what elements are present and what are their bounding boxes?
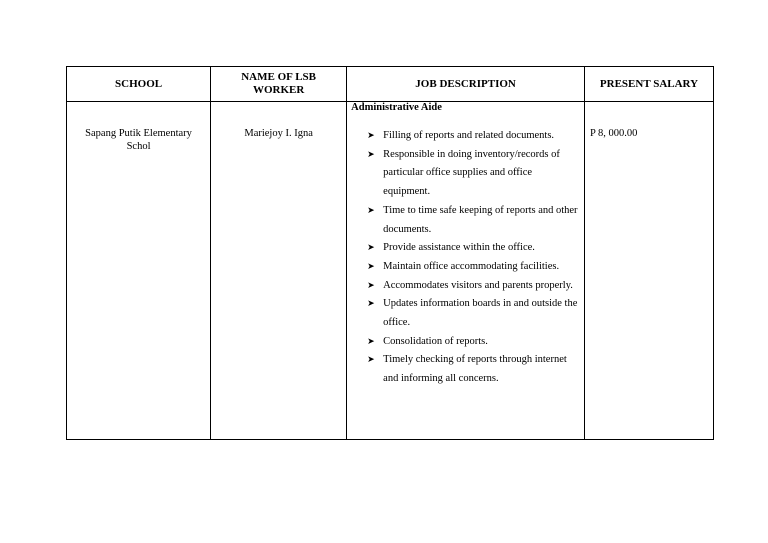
duty-text: Provide assistance within the office. — [383, 242, 535, 254]
duty-text: Timely checking of reports through internet and informing all concerns. — [383, 354, 567, 385]
arrow-bullet-icon: ➤ — [367, 355, 375, 366]
cell-worker-name: Mariejoy I. Igna — [211, 102, 347, 440]
duty-text: Time to time safe keeping of reports and other documents. — [383, 204, 578, 235]
list-item — [347, 239, 580, 258]
duties-list — [347, 127, 584, 389]
cell-present-salary: P 8, 000.00 — [584, 102, 713, 440]
school-name: Sapang Putik Elementary Schol — [85, 128, 192, 152]
header-lsb-worker-name-text: NAME OF LSB WORKER — [241, 71, 316, 96]
cell-school — [67, 102, 211, 440]
arrow-bullet-icon: ➤ — [367, 149, 375, 160]
duty-text: Filling of reports and related documents. — [383, 130, 555, 141]
list-item — [347, 277, 580, 296]
header-present-salary: PRESENT SALARY — [584, 67, 713, 102]
arrow-bullet-icon: ➤ — [367, 299, 375, 310]
list-item — [347, 333, 580, 352]
arrow-bullet-icon: ➤ — [367, 243, 375, 254]
list-item — [347, 146, 580, 202]
arrow-bullet-icon: ➤ — [367, 280, 375, 291]
arrow-bullet-icon: ➤ — [367, 205, 375, 216]
list-item — [347, 258, 580, 277]
list-item — [347, 127, 580, 146]
duty-text: Consolidation of reports. — [383, 335, 488, 347]
duty-text: Updates information boards in and outside the office. — [383, 298, 578, 329]
lsb-worker-table — [66, 66, 714, 440]
list-item — [347, 295, 580, 332]
header-lsb-worker-name — [211, 67, 347, 102]
list-item — [347, 351, 580, 388]
list-item — [347, 202, 580, 239]
job-title: Administrative Aide — [351, 102, 442, 113]
arrow-bullet-icon: ➤ — [367, 261, 375, 272]
duty-text: Accommodates visitors and parents properly. — [383, 279, 573, 291]
duty-text: Maintain office accommodating facilities. — [383, 260, 560, 272]
table-row — [67, 102, 714, 440]
table-header-row — [67, 67, 714, 102]
cell-job-description — [347, 102, 585, 440]
arrow-bullet-icon: ➤ — [367, 131, 375, 141]
header-school: SCHOOL — [67, 67, 211, 102]
duty-text: Responsible in doing inventory/records of particular office supplies and office equipment. — [383, 148, 560, 198]
header-job-description: JOB DESCRIPTION — [347, 67, 585, 102]
arrow-bullet-icon: ➤ — [367, 336, 375, 347]
